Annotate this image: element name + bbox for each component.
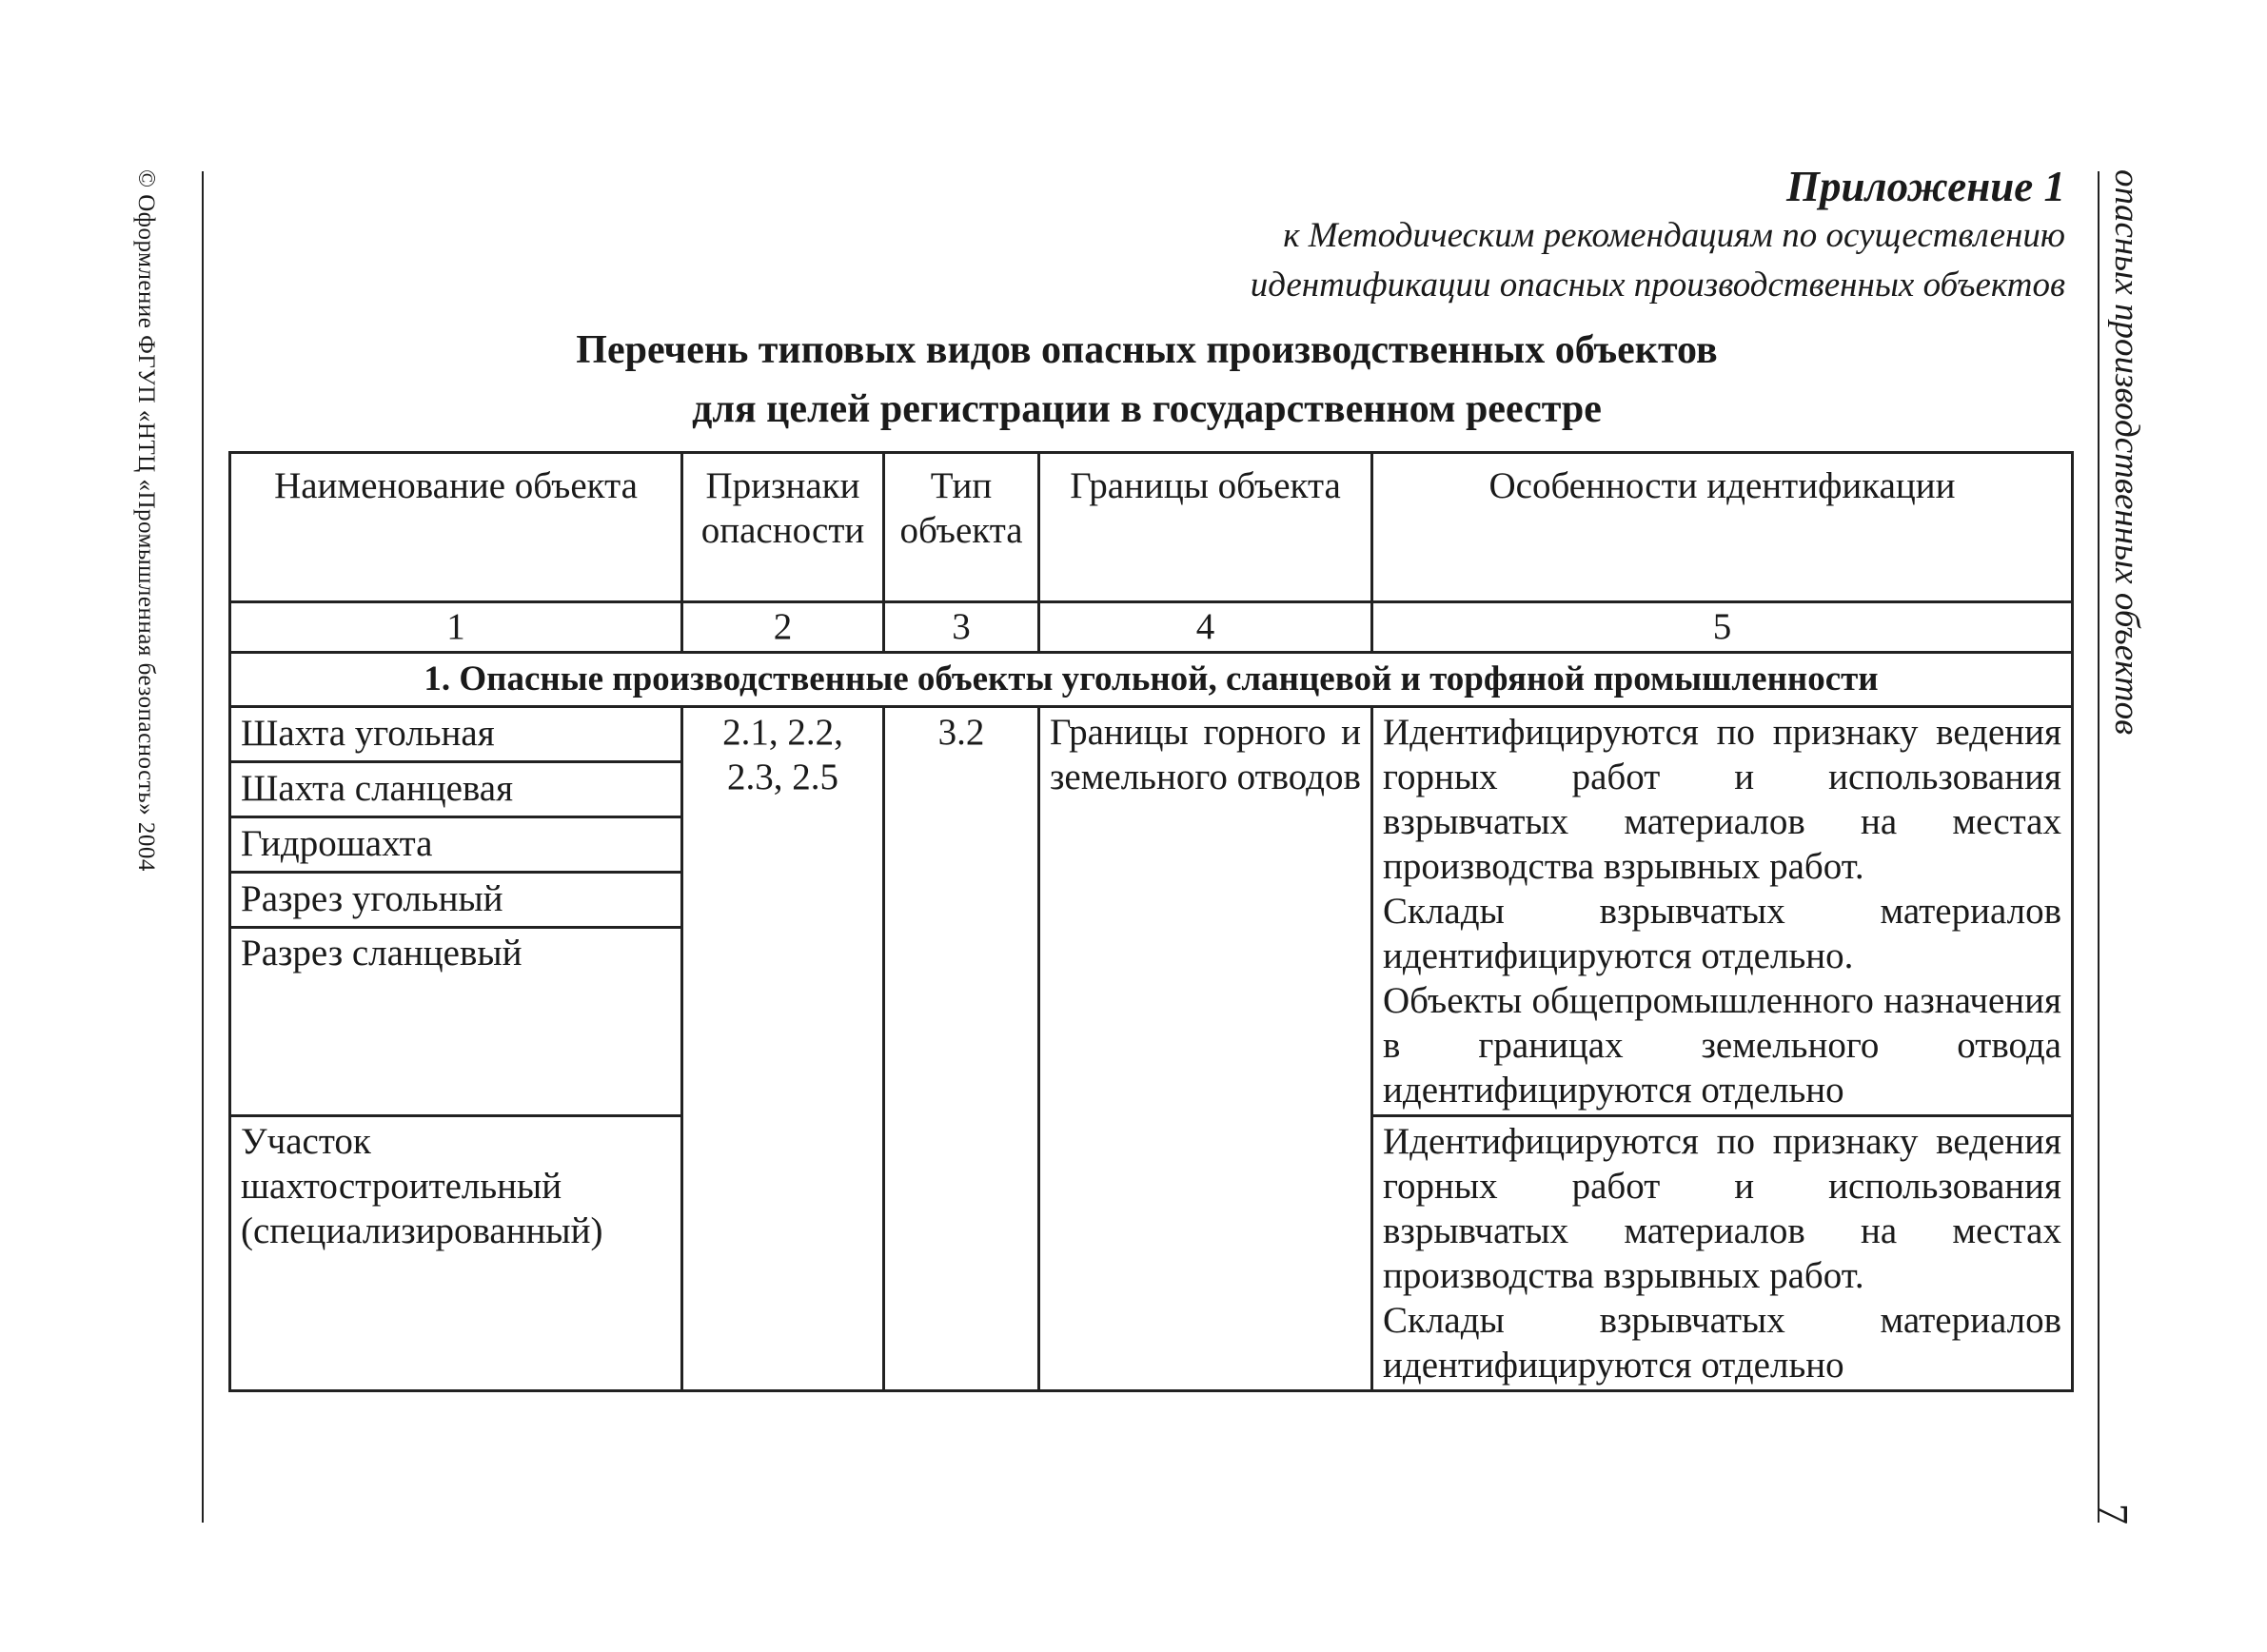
identification-paragraph: Идентифицируются по признаку ведения горных работ и использования взрывчатых материалов на местах производства взрывных работ. xyxy=(1383,1121,2061,1296)
column-number: 3 xyxy=(884,602,1039,653)
identification-paragraph: Склады взрывчатых материалов идентифицируются отдельно xyxy=(1383,1300,2061,1386)
hazard-signs-cell: 2.1, 2.2, 2.3, 2.5 xyxy=(682,707,884,1391)
object-name-cell: Шахта сланцевая xyxy=(230,762,682,817)
header-hazard-signs: Признаки опасности xyxy=(682,453,884,602)
column-number: 1 xyxy=(230,602,682,653)
identification-paragraph: Идентифицируются по признаку ведения горных работ и использования взрывчатых материалов на местах производства взрывных работ. xyxy=(1383,712,2061,887)
header-identification-features: Особенности идентификации xyxy=(1372,453,2073,602)
identification-cell xyxy=(1372,1116,2073,1391)
identification-paragraph: Объекты общепромышленного назначения в границах земельного отвода идентифицируются отдельно xyxy=(1383,980,2061,1111)
header-object-name: Наименование объекта xyxy=(230,453,682,602)
header-object-boundaries: Границы объекта xyxy=(1039,453,1372,602)
section-title: 1. Опасные производственные объекты угольной, сланцевой и торфяной промышленности xyxy=(230,653,2073,707)
object-name-cell: Гидрошахта xyxy=(230,817,682,873)
hazard-objects-table xyxy=(228,451,2074,1392)
table-row xyxy=(230,707,2073,762)
column-number: 4 xyxy=(1039,602,1372,653)
column-number: 2 xyxy=(682,602,884,653)
column-number: 5 xyxy=(1372,602,2073,653)
section-row xyxy=(230,653,2073,707)
identification-paragraph: Склады взрывчатых материалов идентифицируются отдельно. xyxy=(1383,891,2061,976)
identification-cell xyxy=(1372,707,2073,1116)
page-number: 7 xyxy=(2090,1504,2137,1524)
column-number-row xyxy=(230,602,2073,653)
object-type-cell: 3.2 xyxy=(884,707,1039,1391)
right-margin-rule xyxy=(2098,171,2099,1523)
left-margin-rule xyxy=(202,171,204,1523)
object-name-cell: Участок шахтостроительный (специализированный) xyxy=(230,1116,682,1391)
object-boundaries-cell: Границы горного и земельного отводов xyxy=(1039,707,1372,1391)
document-title-line1: Перечень типовых видов опасных производственных объектов xyxy=(576,328,1718,372)
document-title-line2: для целей регистрации в государственном реестре xyxy=(692,387,1602,431)
appendix-subtitle-line2: идентификации опасных производственных объектов xyxy=(1250,266,2065,305)
table-header-row xyxy=(230,453,2073,602)
right-margin-running-title: опасных производственных объектов xyxy=(2107,169,2146,736)
object-name-cell: Разрез угольный xyxy=(230,873,682,928)
object-name-cell: Шахта угольная xyxy=(230,707,682,762)
header-object-type: Тип объекта xyxy=(884,453,1039,602)
appendix-title: Приложение 1 xyxy=(1786,163,2065,210)
object-name-cell: Разрез сланцевый xyxy=(230,928,682,1116)
appendix-subtitle-line1: к Методическим рекомендациям по осуществлению xyxy=(1283,216,2065,255)
left-margin-copyright: © Оформление ФГУП «НТЦ «Промышленная безопасность» 2004 xyxy=(133,169,159,872)
